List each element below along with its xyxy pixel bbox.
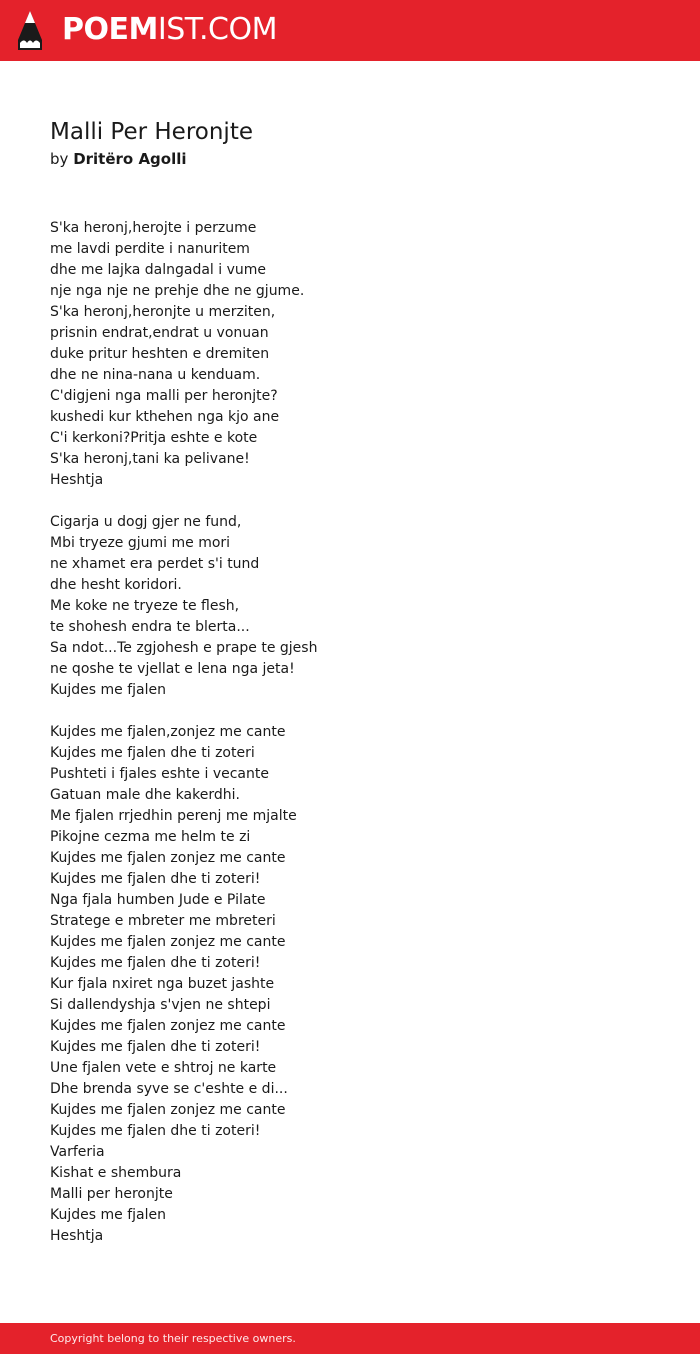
poem-line: Varferia (50, 1144, 105, 1160)
logo-light-text: IST.COM (157, 12, 277, 47)
site-header (0, 0, 700, 61)
author-name: Dritëro Agolli (73, 150, 187, 168)
poem-line: Gatuan male dhe kakerdhi. (50, 787, 240, 803)
poem-line: Kujdes me fjalen (50, 682, 166, 698)
poem-line: dhe me lajka dalngadal i vume (50, 262, 267, 278)
poem-line: Une fjalen vete e shtroj ne karte (50, 1060, 277, 1076)
poem-line: S'ka heronj,heronjte u merziten, (50, 304, 276, 320)
logo-bold-text: POEM (62, 12, 158, 47)
poem-line: C'i kerkoni?Pritja eshte e kote (50, 430, 258, 446)
poem-line: Kur fjala nxiret nga buzet jashte (50, 976, 275, 992)
poem-line: Cigarja u dogj gjer ne fund, (50, 514, 242, 530)
poem-line: S'ka heronj,tani ka pelivane! (50, 451, 250, 467)
poem-line: me lavdi perdite i nanuritem (50, 241, 250, 257)
poem-line: Nga fjala humben Jude e Pilate (50, 892, 266, 908)
poem-line: kushedi kur kthehen nga kjo ane (50, 409, 280, 425)
poem-line: Me koke ne tryeze te flesh, (50, 598, 240, 614)
poem-line: nje nga nje ne prehje dhe ne gjume. (50, 283, 305, 299)
poem-title: Malli Per Heronjte (50, 119, 253, 145)
site-logo[interactable] (62, 11, 277, 49)
poem-line: Kujdes me fjalen (50, 1207, 166, 1223)
poem-line: dhe hesht koridori. (50, 577, 182, 593)
copyright-text: Copyright belong to their respective owners. (50, 1332, 296, 1345)
poem-line: Malli per heronjte (50, 1186, 173, 1202)
poem-line: Kujdes me fjalen dhe ti zoteri! (50, 1123, 261, 1139)
stanza (50, 218, 670, 491)
pencil-tip-icon[interactable] (17, 10, 43, 51)
byline (50, 148, 187, 170)
poem-line: Sa ndot...Te zgjohesh e prape te gjesh (50, 640, 318, 656)
site-footer (0, 1323, 700, 1354)
poem-line: Kujdes me fjalen zonjez me cante (50, 850, 286, 866)
poem-line: Kishat e shembura (50, 1165, 182, 1181)
stanza (50, 512, 670, 701)
poem-line: Kujdes me fjalen zonjez me cante (50, 1102, 286, 1118)
poem-line: Heshtja (50, 1228, 104, 1244)
poem-line: duke pritur heshten e dremiten (50, 346, 270, 362)
poem-line: Me fjalen rrjedhin perenj me mjalte (50, 808, 297, 824)
poem-line: Pushteti i fjales eshte i vecante (50, 766, 269, 782)
poem-line: Heshtja (50, 472, 104, 488)
poem-line: Kujdes me fjalen zonjez me cante (50, 934, 286, 950)
poem-line: Pikojne cezma me helm te zi (50, 829, 251, 845)
poem-line: Dhe brenda syve se c'eshte e di... (50, 1081, 288, 1097)
poem-line: prisnin endrat,endrat u vonuan (50, 325, 269, 341)
poem-line: Si dallendyshja s'vjen ne shtepi (50, 997, 271, 1013)
poem-line: Stratege e mbreter me mbreteri (50, 913, 276, 929)
poem-line: C'digjeni nga malli per heronjte? (50, 388, 278, 404)
poem-line: te shohesh endra te blerta... (50, 619, 250, 635)
poem-line: Kujdes me fjalen dhe ti zoteri! (50, 955, 261, 971)
poem-line: Kujdes me fjalen dhe ti zoteri (50, 745, 255, 761)
poem-line: dhe ne nina-nana u kenduam. (50, 367, 261, 383)
poem-line: Kujdes me fjalen dhe ti zoteri! (50, 871, 261, 887)
by-label: by (50, 150, 69, 168)
poem-line: Kujdes me fjalen zonjez me cante (50, 1018, 286, 1034)
poem-line: S'ka heronj,herojte i perzume (50, 220, 257, 236)
poem-line: Mbi tryeze gjumi me mori (50, 535, 231, 551)
poem-body (50, 218, 670, 1268)
poem-line: ne xhamet era perdet s'i tund (50, 556, 260, 572)
stanza (50, 722, 670, 1247)
poem-line: Kujdes me fjalen,zonjez me cante (50, 724, 286, 740)
poem-line: Kujdes me fjalen dhe ti zoteri! (50, 1039, 261, 1055)
poem-line: ne qoshe te vjellat e lena nga jeta! (50, 661, 295, 677)
